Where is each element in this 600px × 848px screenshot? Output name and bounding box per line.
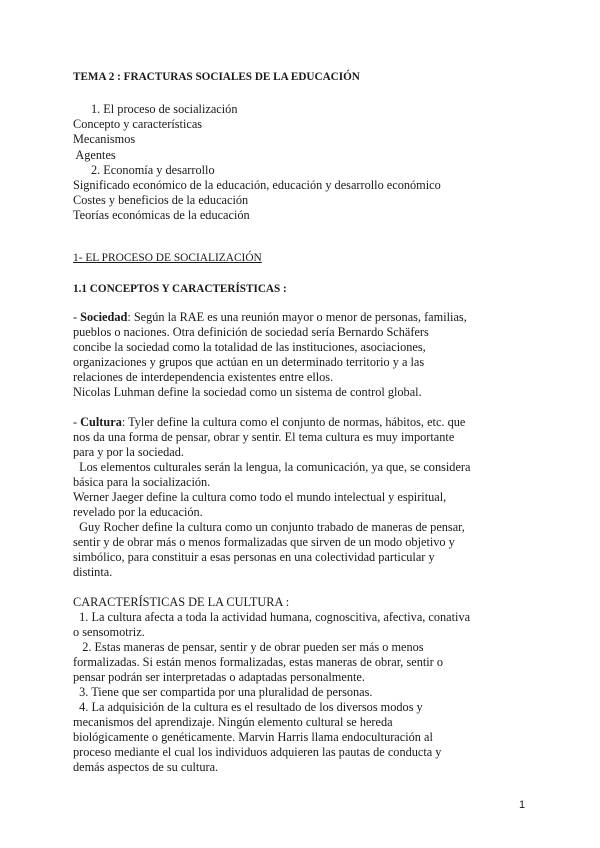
cultura-prefix: -	[73, 415, 81, 429]
sociedad-first-line	[73, 310, 467, 325]
index-item-2: 2. Economía y desarrollo	[91, 163, 215, 177]
sociedad-definition: : Según la RAE es una reunión mayor o menor de personas, familias,	[127, 310, 467, 324]
paragraph-line: Werner Jaeger define la cultura como todo el mundo intelectual y espiritual,	[73, 490, 447, 504]
paragraph-line: relaciones de interdependencia existentes entre ellos.	[73, 370, 334, 384]
list-line: 4. La adquisición de la cultura es el resultado de los diversos modos y	[73, 700, 423, 714]
paragraph-line: pueblos o naciones. Otra definición de sociedad sería Bernardo Schäfers	[73, 325, 429, 339]
list-line: pensar podrán ser interpretadas o adaptadas personalmente.	[73, 670, 365, 684]
paragraph-line: organizaciones y grupos que actúan en un determinado territorio y a las	[73, 355, 425, 369]
paragraph-line: distinta.	[73, 565, 113, 579]
index-subitem: Agentes	[73, 148, 116, 162]
paragraph-line: simbólico, para constituir a esas personas en una colectividad particular y	[73, 550, 435, 564]
document-title: TEMA 2 : FRACTURAS SOCIALES DE LA EDUCACIÓN	[73, 71, 360, 83]
list-line: demás aspectos de su cultura.	[73, 760, 219, 774]
list-line: biológicamente o genéticamente. Marvin Harris llama endoculturación al	[73, 730, 433, 744]
index-subitem: Concepto y características	[73, 117, 203, 131]
list-line: mecanismos del aprendizaje. Ningún elemento cultural se hereda	[73, 715, 393, 729]
list-line: formalizadas. Si están menos formalizadas, estas maneras de obrar, sentir o	[73, 655, 443, 669]
page-number: 1	[519, 799, 526, 811]
list-line: o sensomotriz.	[73, 625, 145, 639]
paragraph-line: básica para la socialización.	[73, 475, 211, 489]
paragraph-line: sentir y de obrar más o menos formalizadas que sirven de un modo objetivo y	[73, 535, 455, 549]
subsection-heading: 1.1 CONCEPTOS Y CARACTERÍSTICAS :	[73, 283, 287, 295]
paragraph-line: concibe la sociedad como la totalidad de las instituciones, asociaciones,	[73, 340, 426, 354]
index-subitem: Teorías económicas de la educación	[73, 208, 250, 222]
index-subitem: Costes y beneficios de la educación	[73, 193, 249, 207]
cultura-term: Cultura	[80, 415, 122, 429]
list-line: 3. Tiene que ser compartida por una pluralidad de personas.	[73, 685, 373, 699]
section-heading: 1- EL PROCESO DE SOCIALIZACIÓN	[73, 252, 262, 264]
paragraph-line: revelado por la educación.	[73, 505, 203, 519]
sociedad-prefix: -	[73, 310, 81, 324]
index-subitem: Significado económico de la educación, educación y desarrollo económico	[73, 178, 441, 192]
paragraph-line: Los elementos culturales serán la lengua, la comunicación, ya que, se considera	[73, 460, 471, 474]
caracteristicas-heading: CARACTERÍSTICAS DE LA CULTURA :	[73, 595, 290, 609]
list-line: 1. La cultura afecta a toda la actividad humana, cognoscitiva, afectiva, conativa	[73, 610, 471, 624]
list-line: proceso mediante el cual los individuos adquieren las pautas de conducta y	[73, 745, 442, 759]
sociedad-term: Sociedad	[80, 310, 128, 324]
paragraph-line: nos da una forma de pensar, obrar y sentir. El tema cultura es muy importante	[73, 430, 455, 444]
paragraph-line: Guy Rocher define la cultura como un conjunto trabado de maneras de pensar,	[73, 520, 465, 534]
index-subitem: Mecanismos	[73, 132, 136, 146]
index-item-1: 1. El proceso de socialización	[91, 102, 238, 116]
list-line: 2. Estas maneras de pensar, sentir y de obrar pueden ser más o menos	[73, 640, 424, 654]
paragraph-line: Nicolas Luhman define la sociedad como un sistema de control global.	[73, 385, 422, 399]
cultura-first-line	[73, 415, 465, 430]
paragraph-line: para y por la sociedad.	[73, 445, 184, 459]
cultura-definition: : Tyler define la cultura como el conjunto de normas, hábitos, etc. que	[121, 415, 466, 429]
